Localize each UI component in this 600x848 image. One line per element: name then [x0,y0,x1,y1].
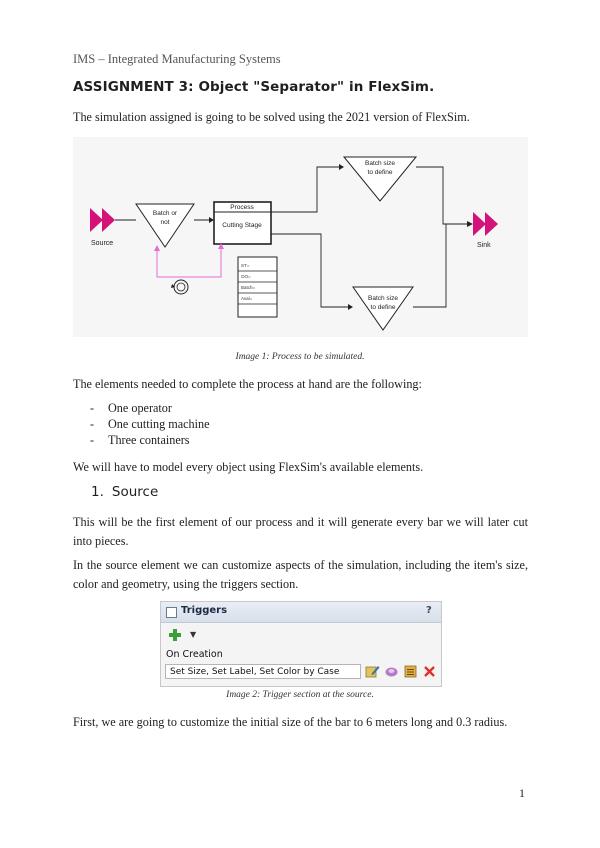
section-number: 1. [91,484,104,500]
properties-icon[interactable] [403,664,418,679]
figure1-caption: Image 1: Process to be simulated. [235,352,365,362]
process-stage: Cutting Stage [222,222,262,229]
link-process-top-queue [271,167,343,212]
queue1-label-line2: not [160,219,170,226]
operator-loop-line [157,244,221,277]
process-diagram-svg [73,137,528,337]
intro-paragraph: The simulation assigned is going to be solved using the 2021 version of FlexSim. [73,110,470,124]
source-arrow-2 [102,208,115,232]
list-item [90,400,210,416]
list-item-text: One operator [108,401,172,415]
source-arrow-1 [90,208,103,232]
bottom-queue-label-line1: Batch size [368,295,398,302]
process-title: Process [230,204,254,211]
top-queue-label-line1: Batch size [365,160,395,167]
operator-icon-inner [177,283,185,291]
top-queue-label-line2: to define [367,169,393,176]
assignment-title: ASSIGNMENT 3: Object "Separator" in FlexSim. [73,79,435,95]
link-bottom-queue-sink [413,224,446,307]
source-label: Source [91,240,114,247]
add-trigger-plus-icon[interactable] [168,628,182,642]
on-creation-trigger-field[interactable]: Set Size, Set Label, Set Color by Case [165,664,361,679]
collapse-toggle-icon[interactable] [166,607,177,618]
model-paragraph: We will have to model every object using FlexSim's available elements. [73,460,424,474]
triggers-panel-header[interactable] [161,602,441,623]
source-paragraph-1: This will be the first element of our process and it will generate every bar we will later cut into pieces. [73,515,528,548]
figure2-caption: Image 2: Trigger section at the source. [226,690,374,700]
queue1-label-line1: Batch or [152,210,178,217]
delete-trigger-icon[interactable] [422,664,437,679]
table-row: Batch= [241,285,256,290]
add-trigger-dropdown-icon[interactable]: ▼ [190,630,197,639]
elements-list [90,400,210,448]
list-item-text: One cutting machine [108,417,210,431]
triggers-panel [160,601,442,687]
sink-label: Sink [477,242,491,249]
elements-intro: The elements needed to complete the process at hand are the following: [73,377,422,391]
link-process-bottom-queue [271,234,352,307]
triggers-panel-title: Triggers [181,605,228,616]
operator-loop-arrow-left [154,245,160,251]
section-title: Source [111,484,159,500]
size-paragraph: First, we are going to customize the initial size of the bar to 6 meters long and 0.3 radius. [73,715,508,729]
list-dash: - [90,433,95,447]
operator-icon [174,280,188,294]
help-button[interactable]: ? [426,605,432,616]
list-dash: - [90,417,95,431]
source-paragraph-2: In the source element we can customize aspects of the simulation, including the item's size, color and geometry, using the triggers section. [73,558,528,591]
table-row: ST= [241,263,250,268]
page-header: IMS – Integrated Manufacturing Systems [73,52,281,66]
list-item-text: Three containers [108,433,190,447]
bottom-queue-label-line2: to define [370,304,396,311]
list-item [90,432,210,448]
list-item [90,416,210,432]
list-dash: - [90,401,95,415]
edit-trigger-icon[interactable] [365,664,380,679]
page-number: 1 [519,786,525,800]
code-edit-icon[interactable] [384,664,399,679]
section-heading-source [91,484,158,500]
process-diagram [73,137,528,337]
sink-arrow-2 [485,212,498,236]
arrowhead-top-queue [339,164,344,170]
on-creation-label: On Creation [166,649,223,660]
table-row: Aval= [241,296,253,301]
link-top-queue-sink [416,167,471,224]
arrowhead-sink [467,221,473,227]
table-row: OO= [241,274,251,279]
arrowhead-bottom-queue [348,304,353,310]
sink-arrow-1 [473,212,486,236]
